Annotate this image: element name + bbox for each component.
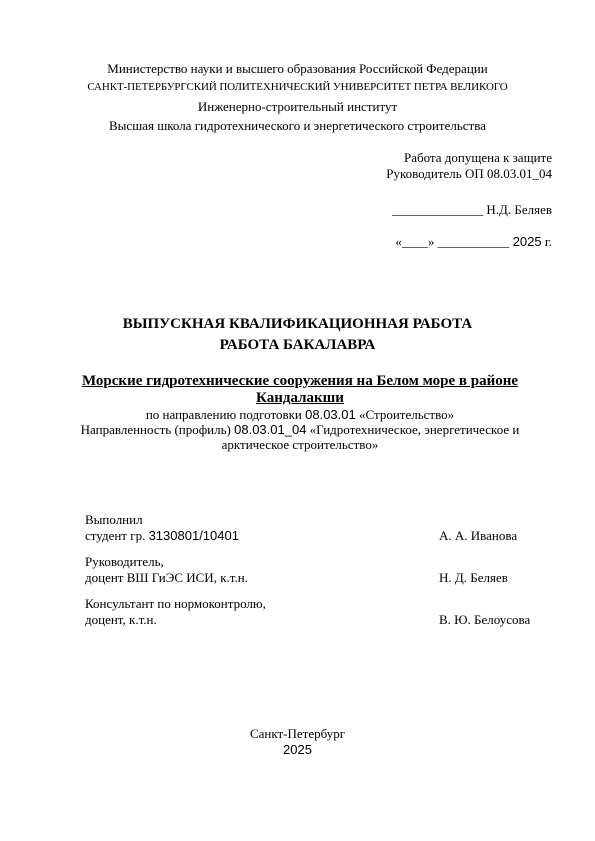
performer-row: [85, 512, 555, 544]
school-line: Высшая школа гидротехнического и энергетического строительства: [109, 118, 486, 133]
direction-code: 08.03.01: [305, 407, 356, 422]
topic-block: [60, 373, 540, 452]
institute-line: Инженерно-строительный институт: [197, 99, 398, 114]
supervisor-label: Руководитель,: [85, 554, 164, 569]
consultant-role: доцент, к.т.н.: [85, 612, 157, 627]
consultant-label: Консультант по нормоконтролю,: [85, 596, 266, 611]
consultant-name: В. Ю. Белоусова: [439, 612, 531, 627]
profile-line: Направленность (профиль) 08.03.01_04 «Гидротехническое, энергетическое и арктическое строительство»: [80, 422, 520, 452]
performer-group: 3130801/10401: [148, 528, 239, 543]
approval-date-line: [386, 234, 552, 250]
footer-block: [0, 726, 595, 758]
work-title-block: [0, 314, 595, 356]
date-blank: «____» ___________: [395, 234, 510, 249]
supervisor-name: Н. Д. Беляев: [439, 570, 508, 585]
topic-title: Морские гидротехнические сооружения на Белом море в районе Кандалакши: [81, 373, 519, 406]
date-suffix: г.: [541, 234, 552, 249]
direction-line: по направлению подготовки 08.03.01 «Строительство»: [145, 407, 455, 422]
city: Санкт-Петербург: [249, 726, 346, 741]
supervisor-role: доцент ВШ ГиЭС ИСИ, к.т.н.: [85, 570, 248, 585]
approval-block: [386, 150, 552, 250]
year: 2025: [283, 742, 312, 757]
work-type-title: ВЫПУСКНАЯ КВАЛИФИКАЦИОННАЯ РАБОТА: [122, 316, 473, 332]
performer-role: студент гр. 3130801/10401: [85, 528, 239, 543]
supervisor-row: [85, 554, 555, 586]
date-year: 2025: [509, 234, 542, 249]
degree-title: РАБОТА БАКАЛАВРА: [219, 337, 376, 353]
performer-name: А. А. Иванова: [439, 528, 518, 543]
organization-header: [0, 59, 595, 135]
profile-code: 08.03.01_04: [234, 422, 307, 437]
head-signature-line: ______________ Н.Д. Беляев: [392, 202, 552, 217]
consultant-row: [85, 596, 555, 628]
ministry-line: Министерство науки и высшего образования Российской Федерации: [107, 61, 488, 76]
performer-label: Выполнил: [85, 512, 143, 527]
signatures-block: [85, 512, 555, 638]
university-line: САНКТ-ПЕТЕРБУРГСКИЙ ПОЛИТЕХНИЧЕСКИЙ УНИВЕРСИТЕТ ПЕТРА ВЕЛИКОГО: [87, 81, 508, 93]
approval-line: Работа допущена к защите: [403, 150, 552, 165]
program-head-line: Руководитель ОП 08.03.01_04: [386, 166, 552, 181]
